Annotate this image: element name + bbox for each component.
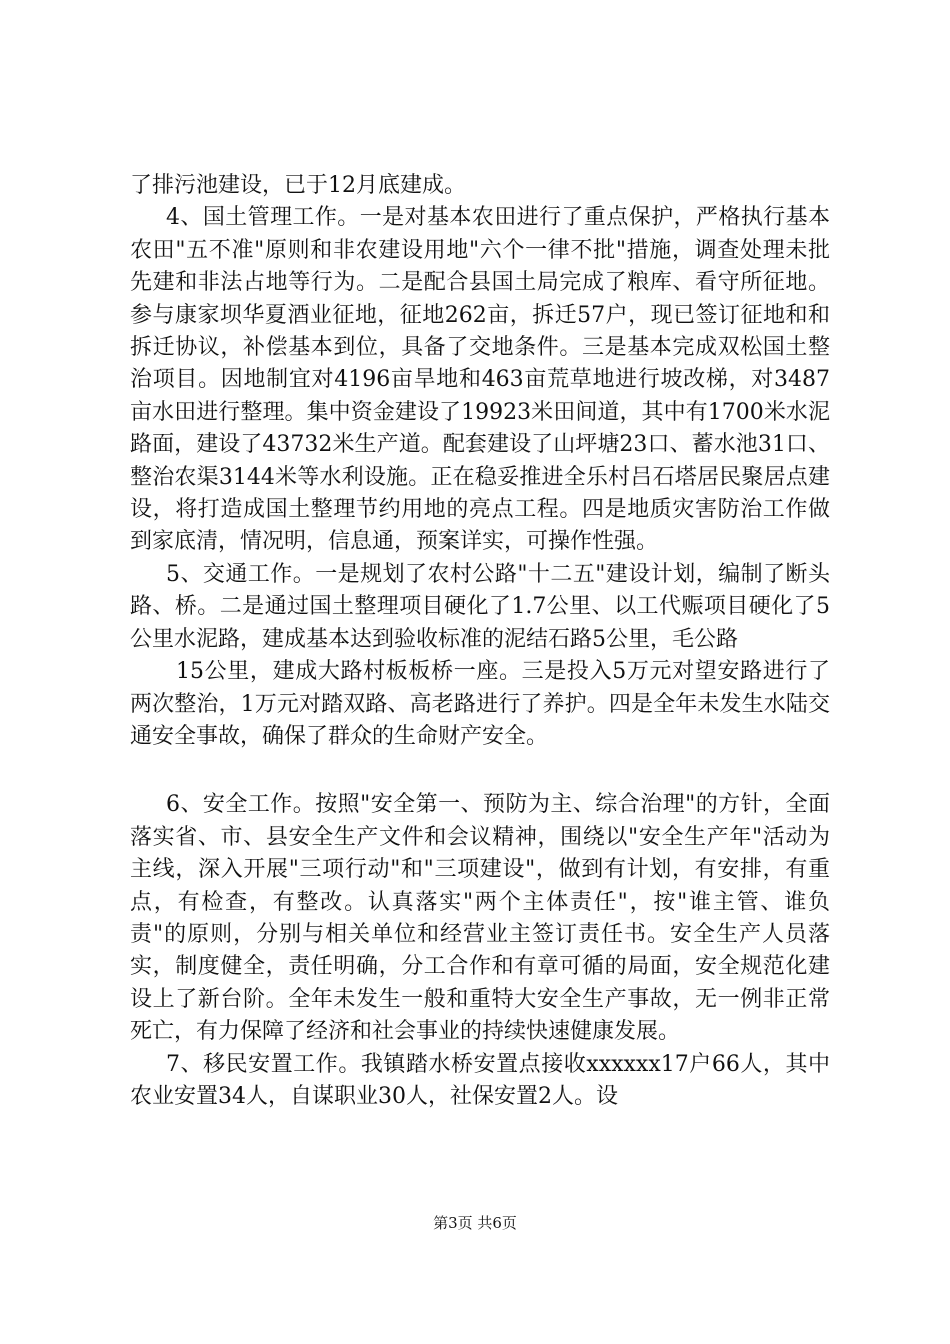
paragraph-resettlement: 7、移民安置工作。我镇踏水桥安置点接收xxxxxx17户66人，其中农业安置34人，自谋职业30人，社保安置2人。设 xyxy=(130,1051,830,1109)
paragraph-safety: 6、安全工作。按照"安全第一、预防为主、综合治理"的方针，全面落实省、市、县安全生产文件和会议精神，围绕以"安全生产年"活动为主线，深入开展"三项行动"和"三项建设"，做到有计划，有安排，有重点，有检查，有整改。认真落实"两个主体责任"，按"谁主管、谁负责"的原则，分别与相关单位和经营业主签订责任书。安全生产人员落实，制度健全，责任明确，分工合作和有章可循的局面，安全规范化建设上了新台阶。全年未发生一般和重特大安全生产事故，无一例非正常死亡，有力保障了经济和社会事业的持续快速健康发展。 xyxy=(130,792,830,1045)
page-footer: 第3页 共6页 xyxy=(433,1214,517,1232)
paragraph-gap xyxy=(130,753,830,789)
paragraph-land-management: 4、国土管理工作。一是对基本农田进行了重点保护，严格执行基本农田"五不准"原则和非农建设用地"六个一律不批"措施，调查处理未批先建和非法占地等行为。二是配合县国土局完成了粮库、看守所征地。参与康家坝华夏酒业征地，征地262亩，拆迁57户，现已签订征地和和拆迁协议，补偿基本到位，具备了交地条件。三是基本完成双松国土整治项目。因地制宜对4196亩旱地和463亩荒草地进行坡改梯，对3487亩水田进行整理。集中资金建设了19923米田间道，其中有1700米水泥路面，建设了43732米生产道。配套建设了山坪塘23口、蓄水池31口、整治农渠3144米等水利设施。正在稳妥推进全乐村吕石塔居民聚居点建设，将打造成国土整理节约用地的亮点工程。四是地质灾害防治工作做到家底清，情况明，信息通，预案详实，可操作性强。 xyxy=(130,205,830,555)
paragraph-transportation: 5、交通工作。一是规划了农村公路"十二五"建设计划，编制了断头路、桥。二是通过国土整理项目硬化了1.7公里、以工代赈项目硬化了5公里水泥路，建成基本达到验收标准的泥结石路5公里，毛公路 xyxy=(130,561,830,652)
paragraph-continuation: 了排污池建设，已于12月底建成。 xyxy=(130,173,466,198)
document-body xyxy=(130,170,830,1113)
paragraph-transportation-continued: 15公里，建成大路村板板桥一座。三是投入5万元对望安路进行了两次整治，1万元对踏双路、高老路进行了养护。四是全年未发生水陆交通安全事故，确保了群众的生命财产安全。 xyxy=(130,659,830,749)
